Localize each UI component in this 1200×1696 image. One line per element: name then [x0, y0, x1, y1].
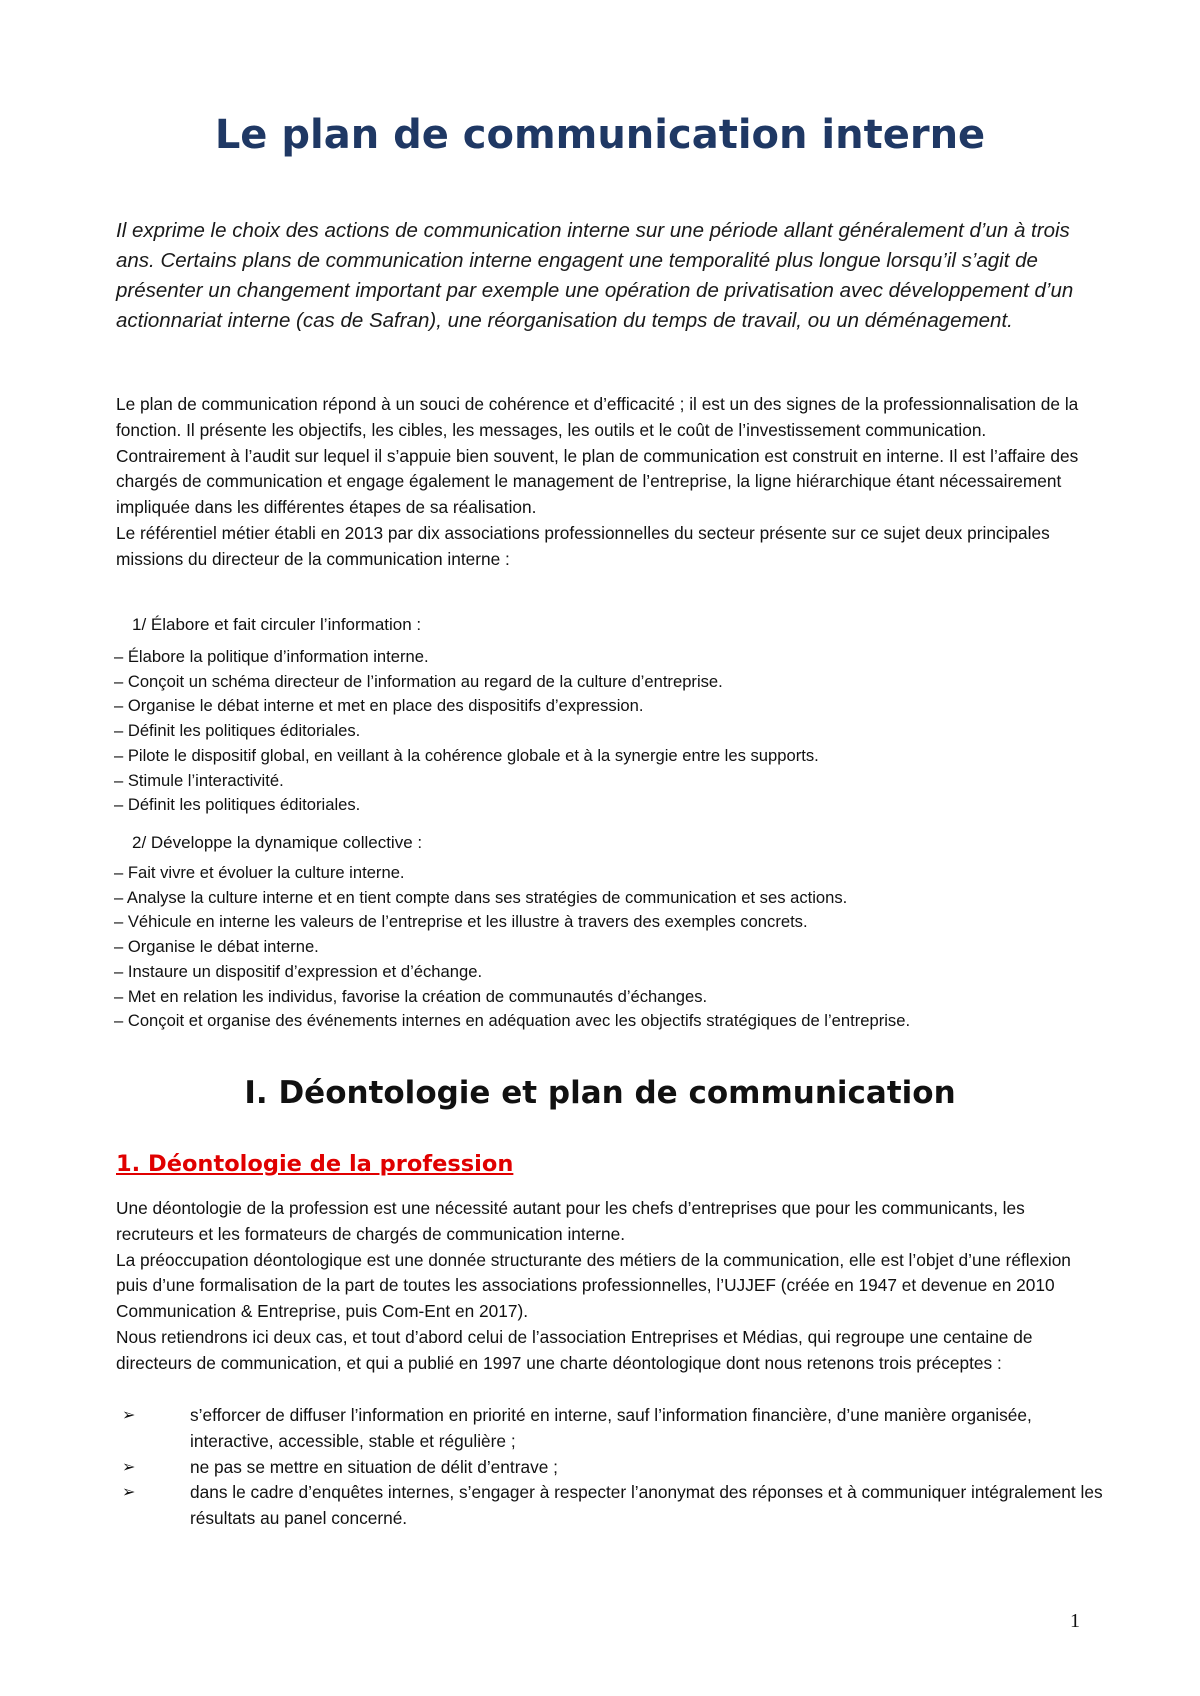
- list-item: – Stimule l’interactivité.: [114, 770, 284, 790]
- body-paragraphs: [116, 392, 1106, 573]
- list-item: – Conçoit et organise des événements internes en adéquation avec les objectifs stratégiques de l’entreprise.: [114, 1011, 911, 1031]
- list-item: [116, 1480, 1106, 1532]
- mission-heading: 2/ Développe la dynamique collective :: [132, 833, 423, 852]
- section-heading: I. Déontologie et plan de communication: [244, 1075, 956, 1111]
- paragraph: Nous retiendrons ici deux cas, et tout d’abord celui de l’association Entreprises et Médias, qui regroupe une centaine de directeurs de communication, et qui a publié en 1997 une charte déontologique dont nous retenons trois préceptes :: [116, 1326, 1033, 1373]
- arrow-bullet-icon: ➢: [122, 1484, 136, 1502]
- list-item: – Organise le débat interne et met en place des dispositifs d’expression.: [114, 696, 644, 716]
- list-item: – Définit les politiques éditoriales.: [114, 721, 361, 741]
- paragraph: Contrairement à l’audit sur lequel il s’appuie bien souvent, le plan de communication est construit en interne. Il est l’affaire des chargés de communication et engage également le management de l’entreprise, la ligne hiérarchique étant nécessairement impliquée dans les différentes étapes de sa réalisation.: [116, 445, 1079, 518]
- list-item: – Met en relation les individus, favorise la création de communautés d’échanges.: [114, 986, 708, 1006]
- precept-text: ne pas se mettre en situation de délit d’entrave ;: [190, 1456, 558, 1477]
- paragraph: Le référentiel métier établi en 2013 par dix associations professionnelles du secteur présente sur ce sujet deux principales missions du directeur de la communication interne :: [116, 522, 1050, 569]
- precepts-list: [116, 1403, 1106, 1532]
- paragraph: La préoccupation déontologique est une donnée structurante des métiers de la communication, elle est l’objet d’une réflexion puis d’une formalisation de la part de toutes les associations professionnelles, l’UJJEF (créée en 1947 et devenue en 2010 Communication & Entreprise, puis Com-Ent en 2017).: [116, 1249, 1071, 1322]
- list-item: – Définit les politiques éditoriales.: [114, 795, 361, 815]
- list-item: – Conçoit un schéma directeur de l’information au regard de la culture d’entreprise.: [114, 671, 723, 691]
- list-item: – Instaure un dispositif d’expression et d’échange.: [114, 961, 483, 981]
- paragraph: Le plan de communication répond à un souci de cohérence et d’efficacité ; il est un des signes de la professionnalisation de la fonction. Il présente les objectifs, les cibles, les messages, les outils et le coût de l’investissement communication.: [116, 394, 1079, 440]
- section-paragraphs: [116, 1196, 1106, 1377]
- list-item: [116, 1455, 1106, 1481]
- paragraph: Une déontologie de la profession est une nécessité autant pour les chefs d’entreprises que pour les communicants, les recruteurs et les formateurs de chargés de communication interne.: [116, 1198, 1025, 1244]
- list-item: – Élabore la politique d’information interne.: [114, 647, 429, 666]
- page-number: 1: [1070, 1610, 1080, 1632]
- page-title: Le plan de communication interne: [214, 112, 986, 158]
- precept-text: dans le cadre d’enquêtes internes, s’engager à respecter l’anonymat des réponses et à communiquer intégralement les résultats au panel concerné.: [190, 1482, 1103, 1529]
- intro-paragraph: Il exprime le choix des actions de communication interne sur une période allant généralement d’un à trois ans. Certains plans de communication interne engagent une temporalité plus longue lorsqu’il s’agit de présenter un changement important par exemple une opération de privatisation avec développement d’un actionnariat interne (cas de Safran), une réorganisation du temps de travail, ou un déménagement.: [116, 219, 1074, 332]
- mission-list: [114, 645, 1114, 818]
- precept-text: s’efforcer de diffuser l’information en priorité en interne, sauf l’information financière, d’une manière organisée, interactive, accessible, stable et régulière ;: [190, 1405, 1032, 1451]
- mission-heading: 1/ Élabore et fait circuler l’information :: [132, 615, 422, 634]
- arrow-bullet-icon: ➢: [122, 1458, 136, 1476]
- list-item: – Analyse la culture interne et en tient compte dans ses stratégies de communication et ses actions.: [114, 887, 848, 907]
- mission-list: [114, 861, 1114, 1034]
- list-item: – Véhicule en interne les valeurs de l’entreprise et les illustre à travers des exemples concrets.: [114, 912, 808, 932]
- list-item: – Fait vivre et évoluer la culture interne.: [114, 863, 405, 882]
- list-item: [116, 1403, 1106, 1455]
- list-item: – Organise le débat interne.: [114, 937, 319, 957]
- arrow-bullet-icon: ➢: [122, 1407, 136, 1424]
- list-item: – Pilote le dispositif global, en veillant à la cohérence globale et à la synergie entre les supports.: [114, 745, 819, 765]
- subsection-heading: 1. Déontologie de la profession: [116, 1151, 514, 1177]
